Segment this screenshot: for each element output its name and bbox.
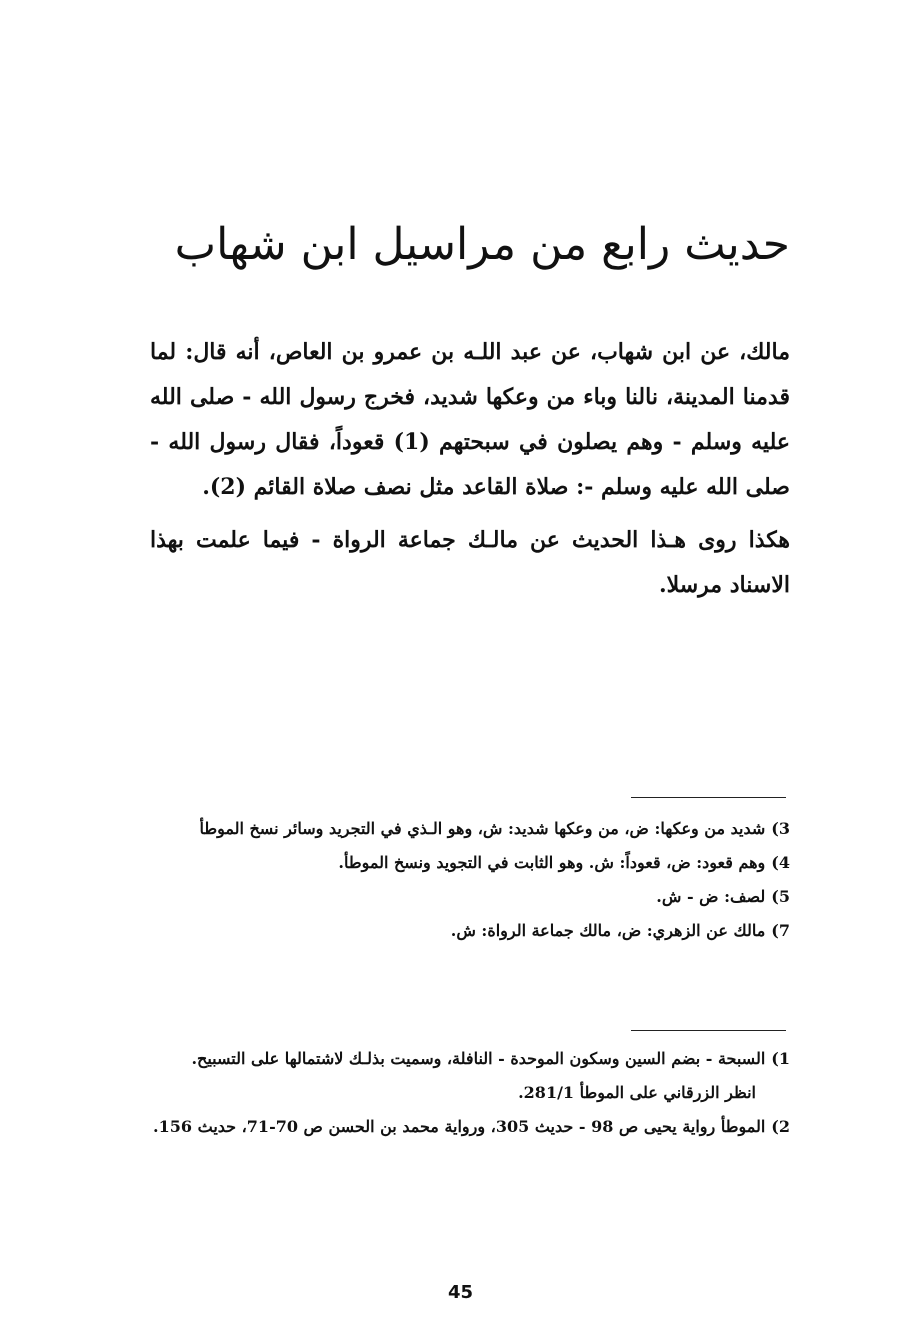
footnote-text: وهم قعود: ض، قعوداً: ش. وهو الثابت في التجويد ونسخ الموطأ.	[338, 853, 766, 872]
paragraph-2: هكذا روى هـذا الحديث عن مالـك جماعة الرواة - فيما علمت بهذا الاسناد مرسلا.	[150, 527, 790, 598]
footnote	[150, 812, 790, 846]
footnote	[150, 1110, 790, 1144]
footnote-separator-upper	[631, 797, 786, 798]
footnote-separator-lower	[631, 1030, 786, 1031]
footnote-number: 7)	[771, 921, 790, 940]
footnote-text: الموطأ رواية يحيى ص 98 - حديث 305، ورواية محمد بن الحسن ص 70-71، حديث 156.	[153, 1117, 766, 1136]
footnote-text: شديد من وعكها: ض، من وعكها شديد: ش، وهو الـذي في التجريد وسائر نسخ الموطأ	[199, 819, 766, 838]
footnote	[150, 1042, 790, 1076]
main-text	[150, 330, 790, 608]
page-number: 45	[447, 1282, 474, 1303]
reference-notes	[150, 1042, 790, 1144]
footnote	[150, 880, 790, 914]
footnote	[150, 1076, 790, 1110]
footnote-number: 4)	[771, 853, 790, 872]
footnote-number: 3)	[771, 819, 790, 838]
footnote	[150, 846, 790, 880]
footnote	[150, 914, 790, 948]
footnote-number: 5)	[771, 887, 790, 906]
footnote-text: انظر الزرقاني على الموطأ 281/1.	[518, 1083, 756, 1102]
page-title: حديث رابع من مراسيل ابن شهاب	[174, 219, 790, 270]
paragraph-1: مالك، عن ابن شهاب، عن عبد اللـه بن عمرو بن العاص، أنه قال: لما قدمنا المدينة، نالنا وباء من وعكها شديد، فخرج رسول الله - صلى الله عليه وسلم - وهم يصلون في سبحتهم (1) قعوداً، فقال رسول الله - صلى الله عليه وسلم -: صلاة القاعد مثل نصف صلاة القائم (2).	[150, 339, 790, 500]
footnote-text: لصف: ض - ش.	[656, 887, 766, 906]
footnote-number: 1)	[771, 1049, 790, 1068]
footnote-number: 2)	[771, 1117, 790, 1136]
footnote-text: السبحة - بضم السين وسكون الموحدة - النافلة، وسميت بذلـك لاشتمالها على التسبيح.	[191, 1049, 766, 1068]
footnote-text: مالك عن الزهري: ض، مالك جماعة الرواة: ش.	[450, 921, 766, 940]
variant-notes	[150, 812, 790, 948]
